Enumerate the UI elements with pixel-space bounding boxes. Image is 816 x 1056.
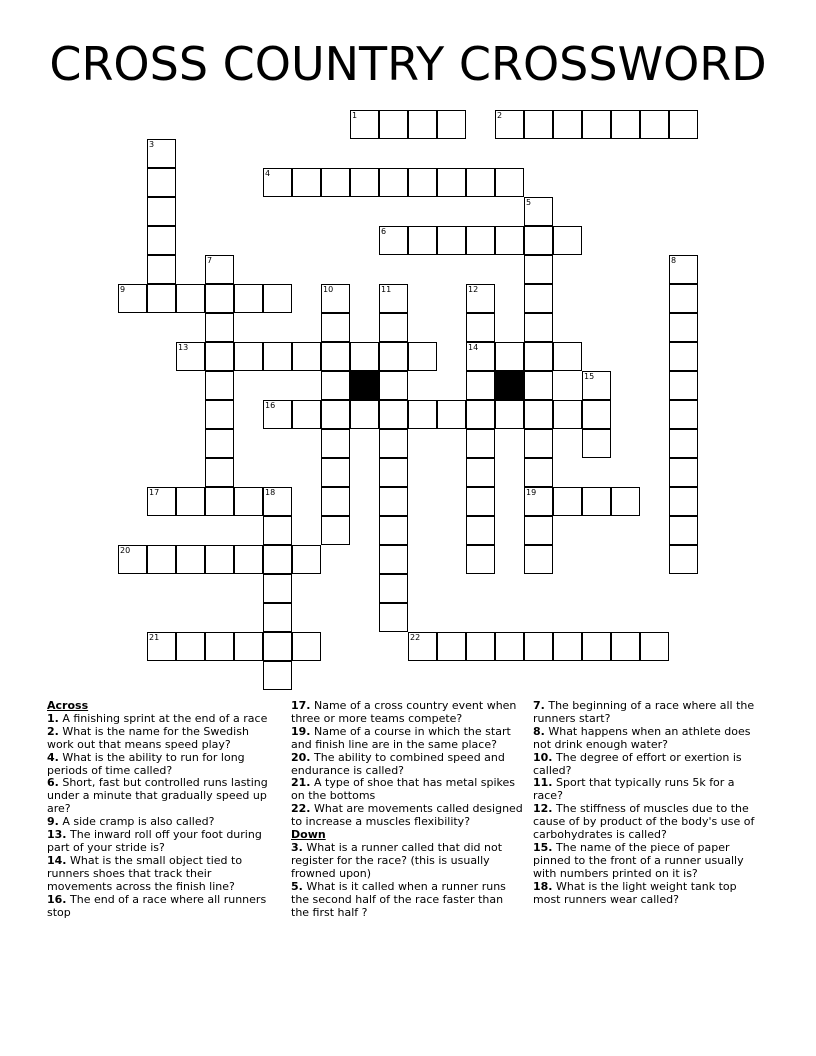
clue-text: Name of a cross country event when three or more teams compete? [291,699,517,725]
grid-cell[interactable] [118,545,147,574]
grid-cell[interactable] [466,545,495,574]
clue-number: 7 [207,256,213,265]
grid-cell[interactable] [292,400,321,429]
grid-cell[interactable] [205,632,234,661]
grid-cell[interactable] [147,197,176,226]
grid-cell[interactable] [553,632,582,661]
grid-cell[interactable] [263,400,292,429]
clue-across-6 [47,777,279,816]
down-heading: Down [291,828,326,842]
grid-cell[interactable] [640,110,669,139]
grid-cell[interactable] [379,487,408,516]
grid-cell[interactable] [234,632,263,661]
grid-cell[interactable] [321,400,350,429]
grid-cell[interactable] [669,516,698,545]
clue-number-label: 15. [533,840,553,854]
grid-cell[interactable] [147,168,176,197]
grid-cell[interactable] [379,313,408,342]
page-title: CROSS COUNTRY CROSSWORD [49,37,767,91]
clue-number: 12 [468,285,479,294]
grid-cell[interactable] [524,313,553,342]
clue-number: 2 [497,111,503,120]
grid-cell[interactable] [263,168,292,197]
clue-number-label: 16. [47,892,67,906]
clues-column-1 [47,700,279,919]
clue-text: The inward roll off your foot during part of your stride is? [47,828,262,854]
black-square [495,371,524,400]
grid-cell[interactable] [553,400,582,429]
grid-cell[interactable] [205,429,234,458]
grid-cell[interactable] [263,661,292,690]
clue-number-label: 10. [533,750,553,764]
grid-cell[interactable] [524,429,553,458]
grid-cell[interactable] [466,371,495,400]
clue-number: 16 [265,401,276,410]
clue-number-label: 1. [47,711,59,725]
grid-cell[interactable] [263,284,292,313]
grid-cell[interactable] [147,139,176,168]
grid-cell[interactable] [524,487,553,516]
clue-number: 8 [671,256,677,265]
grid-cell[interactable] [350,400,379,429]
grid-cell[interactable] [350,342,379,371]
clue-across-13 [47,829,279,855]
clue-text: Short, fast but controlled runs lasting under a minute that gradually speed up are? [47,776,268,816]
grid-cell[interactable] [582,110,611,139]
across-heading: Across [47,699,89,712]
clue-across-17 [291,700,523,726]
clue-number-label: 13. [47,828,67,842]
grid-cell[interactable] [292,168,321,197]
grid-cell[interactable] [466,632,495,661]
grid-cell[interactable] [292,545,321,574]
grid-cell[interactable] [524,342,553,371]
clue-text: Name of a course in which the start and finish line are in the same place? [291,724,511,751]
grid-cell[interactable] [147,284,176,313]
clue-text: The beginning of a race where all the runners start? [533,699,755,725]
grid-cell[interactable] [466,342,495,371]
grid-cell[interactable] [321,168,350,197]
clue-across-4 [47,752,279,778]
grid-cell[interactable] [379,545,408,574]
grid-cell[interactable] [640,632,669,661]
grid-cell[interactable] [379,371,408,400]
clue-text: What is a runner called that did not register for the race? (this is usually frowned upon) [291,840,503,880]
clue-text: What is it called when a runner runs the second half of the race faster than the first half ? [291,879,506,919]
grid-cell[interactable] [524,545,553,574]
grid-cell[interactable] [176,632,205,661]
clue-number: 17 [149,488,160,497]
grid-cell[interactable] [234,487,263,516]
grid-cell[interactable] [582,400,611,429]
grid-cell[interactable] [669,255,698,284]
clue-text: What is the ability to run for long periods of time called? [47,750,245,777]
clue-number: 5 [526,198,532,207]
grid-cell[interactable] [205,284,234,313]
clue-text: A finishing sprint at the end of a race [62,711,268,725]
grid-cell[interactable] [379,516,408,545]
grid-cell[interactable] [321,487,350,516]
grid-cell[interactable] [292,342,321,371]
grid-cell[interactable] [495,632,524,661]
clue-down-7 [533,700,765,726]
clues-column-2 [291,700,523,919]
grid-cell[interactable] [234,342,263,371]
grid-cell[interactable] [408,632,437,661]
clue-number: 20 [120,546,131,555]
grid-cell[interactable] [582,429,611,458]
grid-cell[interactable] [147,226,176,255]
grid-cell[interactable] [263,487,292,516]
clue-number-label: 19. [291,724,311,738]
grid-cell[interactable] [379,429,408,458]
clue-number-label: 17. [291,699,311,712]
grid-cell[interactable] [466,429,495,458]
grid-cell[interactable] [234,284,263,313]
clue-across-20 [291,752,523,778]
grid-cell[interactable] [147,545,176,574]
grid-cell[interactable] [379,574,408,603]
grid-cell[interactable] [379,284,408,313]
clue-number-label: 8. [533,724,545,738]
grid-cell[interactable] [147,255,176,284]
grid-cell[interactable] [205,458,234,487]
grid-cell[interactable] [495,400,524,429]
grid-cell[interactable] [379,400,408,429]
grid-cell[interactable] [408,168,437,197]
grid-cell[interactable] [466,487,495,516]
grid-cell[interactable] [524,110,553,139]
grid-cell[interactable] [669,429,698,458]
clue-down-8 [533,726,765,752]
grid-cell[interactable] [669,458,698,487]
clue-across-2 [47,726,279,752]
grid-cell[interactable] [176,342,205,371]
clue-down-3 [291,842,523,881]
clue-down-18 [533,881,765,907]
clue-text: The stiffness of muscles due to the cause of by product of the body's use of carbohydrates is called? [533,802,755,842]
grid-cell[interactable] [321,371,350,400]
grid-cell[interactable] [611,632,640,661]
grid-cell[interactable] [437,226,466,255]
grid-cell[interactable] [263,632,292,661]
clue-down-5 [291,881,523,920]
grid-cell[interactable] [524,458,553,487]
grid-cell[interactable] [495,168,524,197]
grid-cell[interactable] [379,110,408,139]
clue-across-22 [291,803,523,829]
grid-cell[interactable] [263,574,292,603]
clues-column-3 [533,700,765,907]
grid-cell[interactable] [321,284,350,313]
clue-number-label: 2. [47,724,59,738]
grid-cell[interactable] [263,603,292,632]
clue-text: The degree of effort or exertion is called? [533,750,742,777]
clue-number: 9 [120,285,126,294]
clue-number: 18 [265,488,276,497]
grid-cell[interactable] [466,226,495,255]
grid-cell[interactable] [263,342,292,371]
grid-cell[interactable] [466,313,495,342]
clue-text: The ability to combined speed and endurance is called? [291,750,505,777]
grid-cell[interactable] [437,110,466,139]
clue-number-label: 9. [47,815,59,829]
clue-down-11 [533,777,765,803]
grid-cell[interactable] [553,110,582,139]
grid-cell[interactable] [495,226,524,255]
grid-cell[interactable] [582,487,611,516]
grid-cell[interactable] [205,313,234,342]
clue-text: What is the name for the Swedish work out that means speed play? [47,724,249,751]
grid-cell[interactable] [147,487,176,516]
grid-cell[interactable] [466,458,495,487]
grid-cell[interactable] [466,516,495,545]
clue-number-label: 5. [291,879,303,893]
clue-number: 15 [584,372,595,381]
grid-cell[interactable] [379,603,408,632]
grid-cell[interactable] [437,168,466,197]
grid-cell[interactable] [118,284,147,313]
clue-number-label: 7. [533,699,545,712]
clue-number-label: 4. [47,750,59,764]
clue-text: A side cramp is also called? [62,815,215,829]
clue-number: 21 [149,633,160,642]
grid-cell[interactable] [437,632,466,661]
grid-cell[interactable] [669,110,698,139]
clue-number: 10 [323,285,334,294]
grid-cell[interactable] [379,458,408,487]
clue-number-label: 14. [47,853,67,867]
clue-number-label: 11. [533,776,553,790]
black-square [350,371,379,400]
grid-cell[interactable] [466,168,495,197]
clue-number: 19 [526,488,537,497]
grid-cell[interactable] [524,371,553,400]
grid-cell[interactable] [524,516,553,545]
clue-number: 6 [381,227,387,236]
grid-cell[interactable] [147,632,176,661]
grid-cell[interactable] [205,400,234,429]
grid-cell[interactable] [205,255,234,284]
grid-cell[interactable] [466,284,495,313]
grid-cell[interactable] [263,516,292,545]
clue-number-label: 22. [291,802,311,816]
clue-number: 14 [468,343,479,352]
grid-cell[interactable] [669,400,698,429]
grid-cell[interactable] [553,226,582,255]
grid-cell[interactable] [350,168,379,197]
grid-cell[interactable] [176,545,205,574]
grid-cell[interactable] [176,487,205,516]
grid-cell[interactable] [524,255,553,284]
clue-across-16 [47,894,279,920]
grid-cell[interactable] [205,545,234,574]
grid-cell[interactable] [524,284,553,313]
clue-text: What are movements called designed to increase a muscles flexibility? [291,802,523,829]
grid-cell[interactable] [379,226,408,255]
clue-number: 13 [178,343,189,352]
grid-cell[interactable] [582,632,611,661]
clue-number-label: 6. [47,776,59,790]
grid-cell[interactable] [611,110,640,139]
clue-text: What is the small object tied to runners shoes that track their movements across the finish line? [47,853,243,893]
grid-cell[interactable] [669,545,698,574]
grid-cell[interactable] [408,226,437,255]
clue-number-label: 3. [291,840,303,854]
grid-cell[interactable] [321,458,350,487]
grid-cell[interactable] [321,313,350,342]
grid-cell[interactable] [205,371,234,400]
grid-cell[interactable] [379,168,408,197]
grid-cell[interactable] [524,400,553,429]
grid-cell[interactable] [524,197,553,226]
grid-cell[interactable] [437,400,466,429]
grid-cell[interactable] [669,371,698,400]
grid-cell[interactable] [582,371,611,400]
clue-across-21 [291,777,523,803]
clue-across-19 [291,726,523,752]
grid-cell[interactable] [234,545,263,574]
clue-text: The end of a race where all runners stop [47,892,267,919]
clue-text: What happens when an athlete does not drink enough water? [533,724,751,751]
grid-cell[interactable] [408,110,437,139]
clue-text: What is the light weight tank top most runners wear called? [533,879,737,906]
clue-number: 3 [149,140,155,149]
clue-number-label: 12. [533,802,553,816]
grid-cell[interactable] [205,487,234,516]
grid-cell[interactable] [611,487,640,516]
clue-number-label: 21. [291,776,311,790]
clue-number-label: 20. [291,750,311,764]
grid-cell[interactable] [321,429,350,458]
grid-cell[interactable] [408,342,437,371]
grid-cell[interactable] [495,110,524,139]
clue-text: A type of shoe that has metal spikes on the bottoms [291,776,515,803]
grid-cell[interactable] [553,487,582,516]
grid-cell[interactable] [205,342,234,371]
clue-number: 4 [265,169,271,178]
clue-number: 1 [352,111,358,120]
grid-cell[interactable] [321,342,350,371]
grid-cell[interactable] [466,400,495,429]
clue-number: 11 [381,285,392,294]
grid-cell[interactable] [524,632,553,661]
clue-down-15 [533,842,765,881]
grid-cell[interactable] [350,110,379,139]
clue-number-label: 18. [533,879,553,893]
clue-down-10 [533,752,765,778]
grid-cell[interactable] [321,516,350,545]
clue-down-12 [533,803,765,842]
grid-cell[interactable] [495,342,524,371]
grid-cell[interactable] [379,342,408,371]
clue-number: 22 [410,633,421,642]
grid-cell[interactable] [524,226,553,255]
grid-cell[interactable] [292,632,321,661]
clue-across-14 [47,855,279,894]
grid-cell[interactable] [669,313,698,342]
grid-cell[interactable] [408,400,437,429]
clue-text: Sport that typically runs 5k for a race? [533,776,735,803]
grid-cell[interactable] [669,284,698,313]
grid-cell[interactable] [176,284,205,313]
grid-cell[interactable] [669,487,698,516]
grid-cell[interactable] [553,342,582,371]
clue-text: The name of the piece of paper pinned to the front of a runner usually with numbers printed on it is? [533,840,744,880]
grid-cell[interactable] [263,545,292,574]
grid-cell[interactable] [669,342,698,371]
